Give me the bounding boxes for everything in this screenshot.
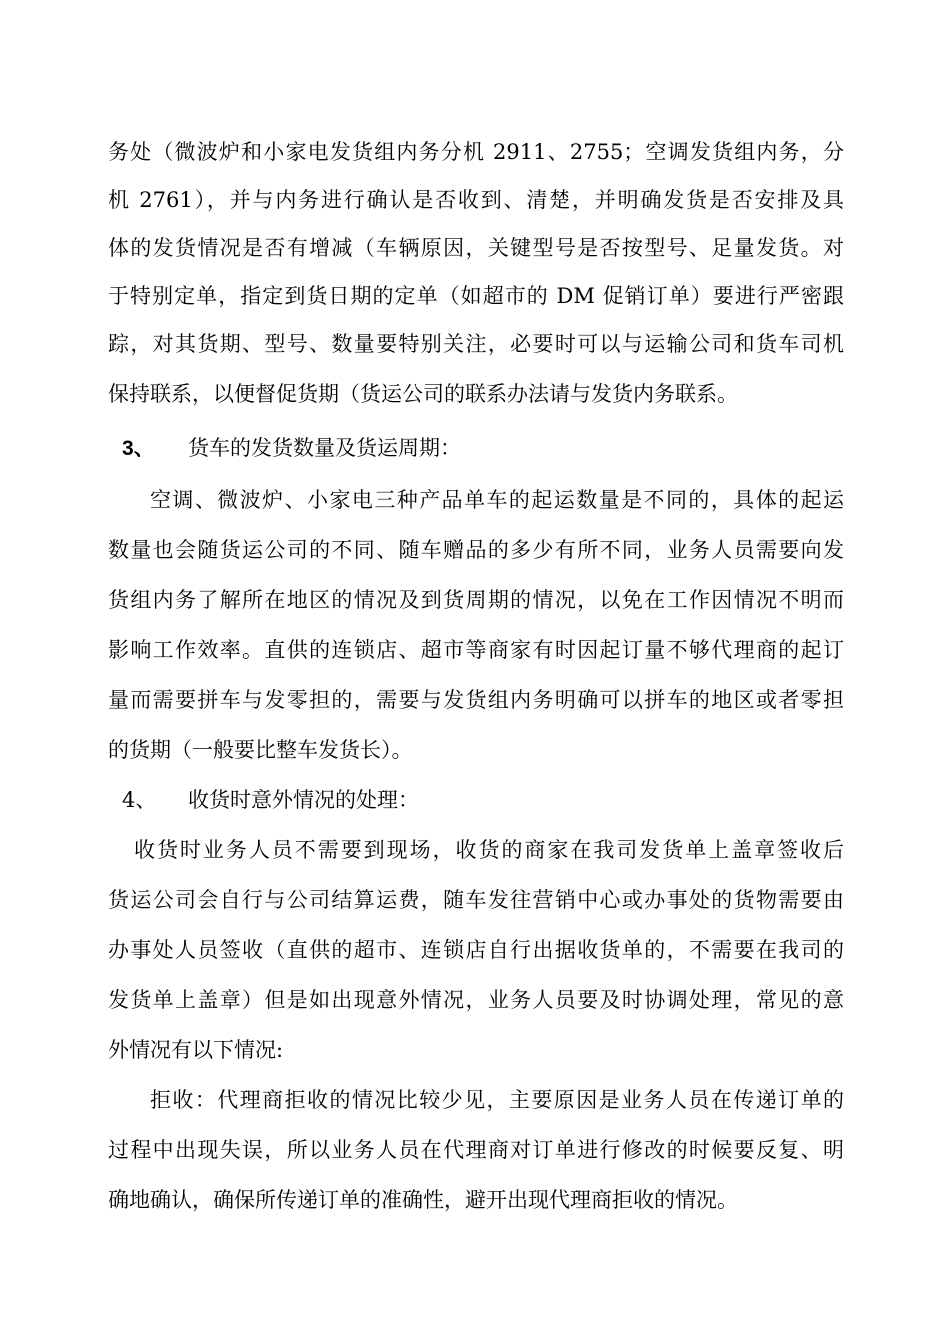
- section-3-title: 货车的发货数量及货运周期：: [188, 436, 461, 460]
- paragraph-2-line-6: 的货期（一般要比整车发货长）。: [108, 738, 413, 762]
- paragraph-2-line-1: 空调、微波炉、小家电三种产品单车的起运数量是不同的，具体的起运: [150, 488, 844, 512]
- section-4-number: 4、: [122, 788, 157, 812]
- paragraph-1-line-5: 踪，对其货期、型号、数量要特别关注，必要时可以与运输公司和货车司机: [108, 332, 844, 356]
- paragraph-4-line-1: 拒收：代理商拒收的情况比较少见，主要原因是业务人员在传递订单的: [150, 1088, 844, 1112]
- section-3-number: 3、: [122, 437, 155, 460]
- paragraph-1-line-2: 机 2761），并与内务进行确认是否收到、清楚，并明确发货是否安排及具: [108, 188, 844, 212]
- paragraph-3-line-1: 收货时业务人员不需要到现场，收货的商家在我司发货单上盖章签收后: [134, 838, 844, 862]
- paragraph-2-line-2: 数量也会随货运公司的不同、随车赠品的多少有所不同，业务人员需要向发: [108, 538, 844, 562]
- paragraph-3-line-2: 货运公司会自行与公司结算运费，随车发往营销中心或办事处的货物需要由: [108, 888, 844, 912]
- section-3-heading: [108, 432, 461, 465]
- paragraph-4-line-2: 过程中出现失误，所以业务人员在代理商对订单进行修改的时候要反复、明: [108, 1138, 844, 1162]
- paragraph-3-line-4: 发货单上盖章）但是如出现意外情况，业务人员要及时协调处理，常见的意: [108, 988, 844, 1012]
- paragraph-1-line-3: 体的发货情况是否有增减（车辆原因，关键型号是否按型号、足量发货。对: [108, 236, 844, 260]
- paragraph-3-line-3: 办事处人员签收（直供的超市、连锁店自行出据收货单的，不需要在我司的: [108, 938, 844, 962]
- paragraph-2-line-3: 货组内务了解所在地区的情况及到货周期的情况，以免在工作因情况不明而: [108, 588, 844, 612]
- paragraph-2-line-5: 量而需要拼车与发零担的，需要与发货组内务明确可以拼车的地区或者零担: [108, 688, 844, 712]
- paragraph-2-line-4: 影响工作效率。直供的连锁店、超市等商家有时因起订量不够代理商的起订: [108, 638, 844, 662]
- section-4-heading: [108, 784, 419, 816]
- paragraph-1-line-6: 保持联系，以便督促货期（货运公司的联系办法请与发货内务联系。: [108, 382, 738, 406]
- paragraph-4-line-3: 确地确认，确保所传递订单的准确性，避开出现代理商拒收的情况。: [108, 1188, 738, 1212]
- paragraph-1-line-4: 于特别定单，指定到货日期的定单（如超市的 DM 促销订单）要进行严密跟: [108, 284, 844, 308]
- paragraph-3-line-5: 外情况有以下情况:: [108, 1038, 284, 1062]
- paragraph-1-line-1: 务处（微波炉和小家电发货组内务分机 2911、2755；空调发货组内务，分: [108, 140, 844, 164]
- section-4-title: 收货时意外情况的处理：: [188, 788, 419, 812]
